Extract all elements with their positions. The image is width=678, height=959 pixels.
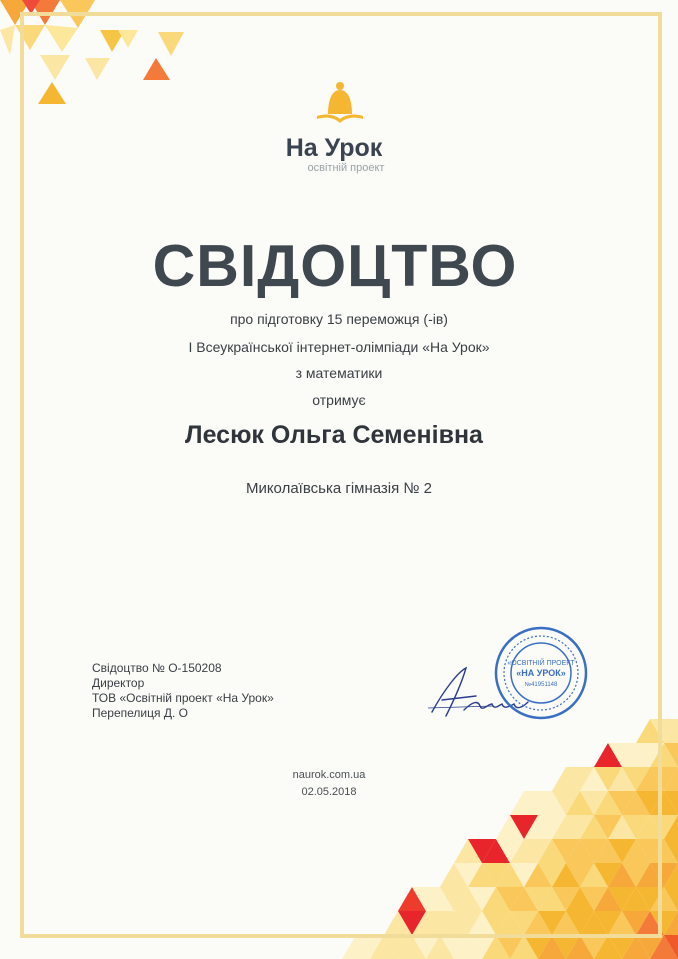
stamp-main-text: «НА УРОК» — [516, 668, 566, 678]
website-text: naurok.com.ua — [292, 769, 366, 781]
official-stamp — [493, 625, 589, 721]
school-name: Миколаївська гімназія № 2 — [245, 480, 433, 497]
certificate-line-subject: з математики — [295, 365, 383, 381]
recipient-name: Лесюк Ольга Семенівна — [185, 421, 483, 449]
certificate-line-preparation: про підготовку 15 переможця (-ів) — [230, 311, 448, 327]
signatory-info — [92, 661, 274, 721]
brand-subtitle: освітній проект — [307, 162, 385, 174]
issue-date: 02.05.2018 — [301, 786, 357, 798]
footer — [0, 767, 668, 801]
signatory-position: Директор — [92, 676, 145, 690]
stamp-code: №41951148 — [524, 682, 558, 688]
certificate-line-receives: отримує — [312, 392, 366, 408]
certificate-number: Свідоцтво № О-150208 — [92, 661, 222, 675]
certificate-line-olympiad: І Всеукраїнської інтернет-олімпіади «На Урок» — [188, 339, 490, 355]
signatory-person: Перепелиця Д. О — [92, 706, 188, 720]
stamp-top-text: «ОСВІТНІЙ ПРОЕКТ — [507, 660, 575, 667]
signatory-organization: ТОВ «Освітній проект «На Урок» — [92, 691, 274, 705]
brand-name: На Урок — [285, 134, 383, 162]
logo — [0, 80, 678, 174]
bell-book-icon — [309, 80, 369, 130]
certificate-title: СВІДОЦТВО — [152, 233, 518, 299]
